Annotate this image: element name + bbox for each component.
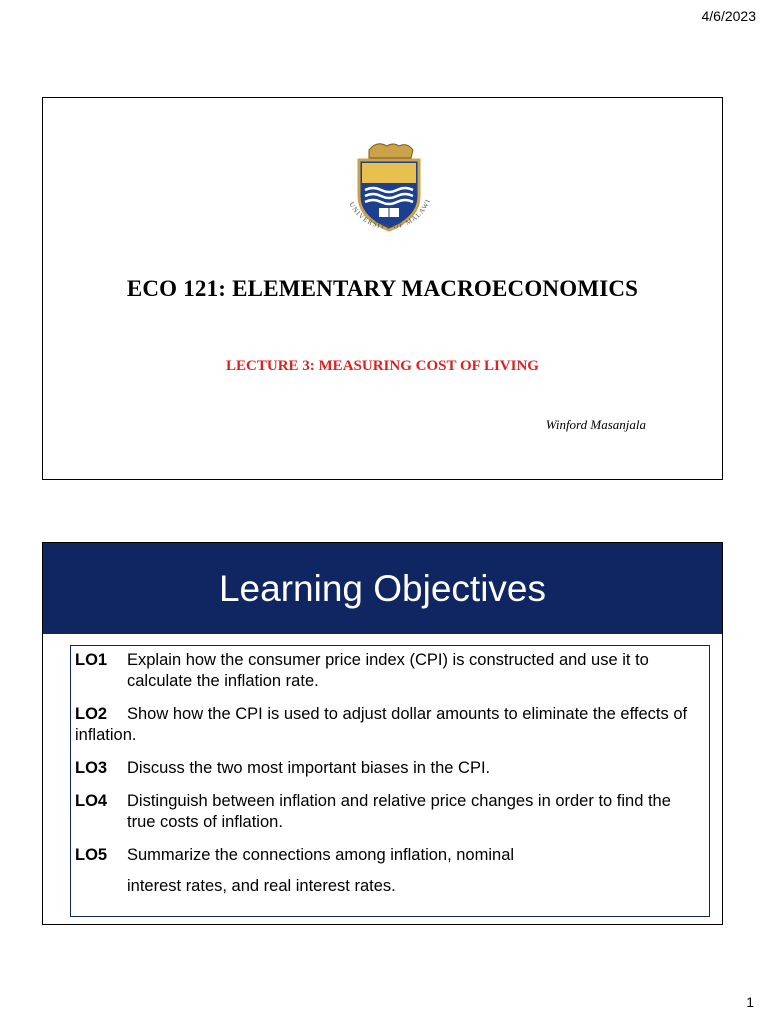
objective-code: LO2 [75, 705, 108, 723]
objective-item [75, 791, 703, 833]
page-number: 1 [746, 994, 754, 1010]
university-of-malawi-crest-icon [329, 136, 449, 246]
slide-title: Learning Objectives [43, 543, 722, 634]
objective-code: LO5 [75, 846, 108, 864]
objective-text: interest rates, and real interest rates. [127, 877, 396, 895]
svg-text:UNIVERSITY OF MALAWI: UNIVERSITY OF MALAWI [347, 197, 433, 231]
learning-objectives-slide [42, 542, 723, 925]
page-date: 4/6/2023 [701, 8, 756, 24]
objective-text: Summarize the connections among inflation, nominal [127, 846, 515, 864]
lecture-title: LECTURE 3: MEASURING COST OF LIVING [226, 358, 539, 374]
title-slide [42, 97, 723, 480]
objective-text: Discuss the two most important biases in the CPI. [127, 759, 491, 777]
author-name: Winford Masanjala [545, 417, 646, 432]
objective-code: LO1 [75, 651, 108, 669]
objective-code: LO3 [75, 759, 108, 777]
objective-item [75, 758, 703, 779]
objective-item [75, 650, 703, 692]
course-title: ECO 121: ELEMENTARY MACROECONOMICS [126, 276, 639, 301]
objective-text: Show how the CPI is used to adjust dollar amounts to eliminate the effects of inflation. [75, 705, 688, 744]
objective-item-continuation [75, 876, 703, 897]
objective-item [75, 704, 703, 746]
objective-text: Distinguish between inflation and relative price changes in order to find the true costs of inflation. [127, 792, 671, 831]
objective-text: Explain how the consumer price index (CPI) is constructed and use it to calculate the inflation rate. [127, 651, 649, 690]
objective-item [75, 845, 703, 866]
objective-code: LO4 [75, 792, 108, 810]
objectives-list [70, 645, 710, 917]
